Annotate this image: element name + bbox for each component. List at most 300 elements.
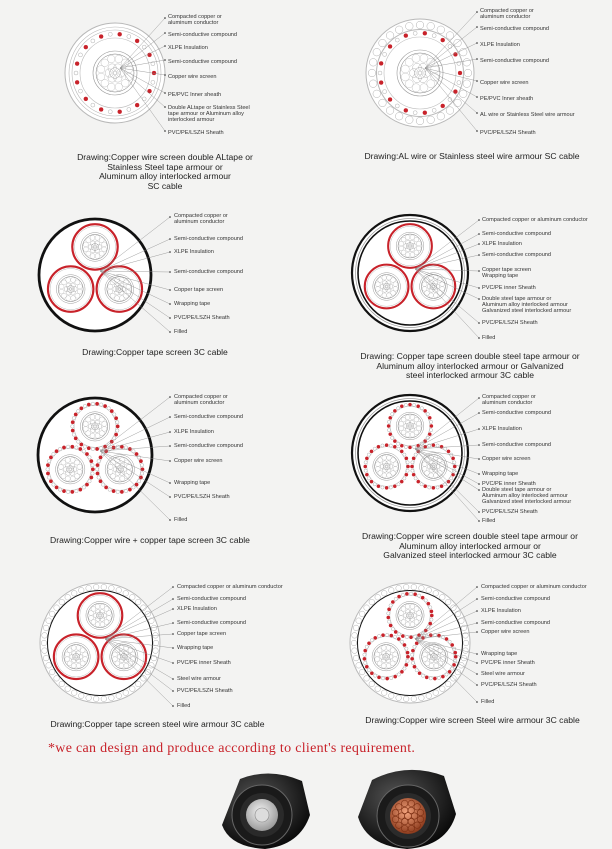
armour-wire [135, 599, 141, 605]
armour-wire [450, 477, 453, 480]
armour-wire [432, 444, 435, 447]
armour-wire [369, 80, 377, 88]
armour-wire [453, 465, 456, 468]
armour-wire [400, 450, 403, 453]
armour-wire [463, 640, 469, 646]
armour-wire [75, 446, 78, 449]
armour-wire [387, 429, 390, 432]
label: Copper wire screen [481, 629, 530, 635]
armour-wire [433, 690, 439, 696]
armour-wire [375, 686, 381, 692]
armour-wire [127, 35, 131, 39]
armour-wire [397, 673, 400, 676]
armour-wire [404, 108, 408, 112]
label: PVC/PE/LSZH Sheath [482, 509, 538, 515]
armour-wire [393, 485, 396, 488]
armour-wire [388, 44, 392, 48]
leader-dot [172, 598, 174, 600]
armour-wire [394, 635, 397, 638]
label: Semi-conductive compound [174, 414, 244, 420]
armour-wire [439, 686, 445, 692]
armour-wire [99, 456, 102, 459]
armour-wire [52, 452, 55, 455]
armour-wire [451, 643, 454, 646]
armour-wire [129, 686, 135, 692]
armour-wire [370, 480, 373, 483]
leader-dot [169, 416, 171, 418]
armour-wire [369, 599, 375, 605]
armour-wire [101, 696, 107, 702]
leader-dot [478, 458, 480, 460]
armour-wire [379, 39, 387, 47]
armour-wire [406, 116, 414, 124]
armour-wire [77, 440, 80, 443]
cable-photo-aluminum [210, 765, 320, 849]
armour-wire [352, 648, 358, 654]
armour-wire [454, 651, 457, 654]
label: PVC/PE/LSZH Sheath [177, 688, 233, 694]
armour-wire [378, 71, 382, 75]
armour-wire [373, 90, 381, 98]
armour-wire [108, 488, 111, 491]
leader-dot [478, 270, 480, 272]
armour-wire [65, 686, 71, 692]
armour-wire [95, 447, 98, 450]
leader-dot [476, 610, 478, 612]
armour-wire [99, 107, 103, 111]
cable-cross-section [20, 210, 290, 340]
leader-dot [164, 45, 166, 47]
armour-wire [365, 473, 368, 476]
label: Compacted copper or aluminum conductor [480, 8, 534, 20]
armour-wire [414, 453, 417, 456]
armour-wire [454, 99, 462, 107]
armour-wire [84, 97, 88, 101]
armour-wire [447, 450, 450, 453]
armour-wire [463, 59, 471, 67]
label: Wrapping tape [174, 301, 211, 307]
armour-wire [88, 456, 91, 459]
armour-wire [419, 585, 425, 591]
armour-wire [135, 39, 139, 43]
armour-wire [71, 421, 74, 424]
label: XLPE Insulation [174, 429, 214, 435]
armour-wire [71, 429, 74, 432]
armour-wire [379, 99, 387, 107]
label: XLPE Insulation [481, 608, 521, 614]
armour-wire [91, 468, 94, 471]
armour-wire [95, 468, 98, 471]
armour-wire [353, 655, 359, 661]
armour-wire [387, 612, 390, 615]
armour-wire [437, 676, 440, 679]
armour-wire [408, 446, 411, 449]
leader-dot [478, 489, 480, 491]
armour-wire [429, 622, 432, 625]
armour-wire [394, 675, 397, 678]
armour-wire [43, 625, 49, 631]
armour-wire [387, 420, 390, 423]
armour-wire [448, 640, 451, 643]
armour-wire [49, 456, 52, 459]
armour-wire [411, 469, 414, 472]
label: XLPE Insulation [482, 426, 522, 432]
label: Semi-conductive compound [174, 443, 244, 449]
armour-wire [84, 45, 88, 49]
armour-wire [411, 649, 414, 652]
leader-dot [169, 431, 171, 433]
armour-wire [403, 696, 409, 702]
armour-wire [406, 655, 409, 658]
armour-wire [393, 440, 396, 443]
armour-wire [417, 405, 420, 408]
label: XLPE Insulation [174, 249, 214, 255]
armour-wire [396, 585, 402, 591]
armour-wire [363, 653, 366, 656]
armour-wire [364, 461, 367, 464]
label: PVC/PE inner Sheath [482, 285, 536, 291]
leader-dot [169, 216, 171, 218]
armour-wire [430, 614, 433, 617]
armour-wire [83, 445, 86, 448]
armour-wire [389, 444, 392, 447]
armour-wire [428, 416, 431, 419]
caption: Drawing:Copper tape screen steel wire armour 3C cable [50, 719, 265, 729]
label: Copper tape screen [174, 287, 224, 293]
armour-wire [142, 45, 146, 49]
armour-wire [71, 490, 74, 493]
armour-wire [387, 620, 390, 623]
armour-wire [395, 26, 403, 34]
armour-wire [95, 402, 98, 405]
label: Wrapping tape [481, 651, 518, 657]
label: Semi-conductive compound [174, 269, 244, 275]
armour-wire [400, 670, 403, 673]
armour-wire [377, 676, 380, 679]
armour-wire [458, 71, 462, 75]
armour-wire [405, 592, 408, 595]
leader-dot [169, 238, 171, 240]
armour-wire [421, 596, 424, 599]
armour-wire [421, 674, 424, 677]
armour-wire [400, 405, 403, 408]
armour-wire [413, 445, 416, 448]
label: Steel wire armour [481, 671, 525, 677]
label: Wrapping tape [174, 480, 211, 486]
label: Copper wire screen [168, 74, 217, 80]
armour-wire [395, 104, 399, 108]
label: Double steel tape armour or Aluminum alloy interlocked armour Galvanized steel interlocked armour [482, 487, 572, 505]
label: Semi-conductive compound [481, 596, 551, 602]
armour-wire [397, 633, 400, 636]
armour-wire [405, 457, 408, 460]
armour-wire [90, 459, 93, 462]
armour-wire [377, 485, 380, 488]
armour-wire [123, 590, 129, 596]
label: Compacted copper or aluminum conductor [174, 394, 228, 406]
label: Filled [174, 517, 188, 523]
armour-wire [420, 483, 423, 486]
armour-wire [97, 459, 100, 462]
armour-wire [389, 416, 392, 419]
armour-wire [74, 413, 77, 416]
armour-wire [427, 626, 430, 629]
leader-dot [169, 396, 171, 398]
armour-wire [432, 108, 436, 112]
armour-wire [437, 634, 440, 637]
caption: Drawing:AL wire or Stainless steel wire armour SC cable [364, 151, 580, 161]
armour-wire [423, 111, 427, 115]
armour-wire [441, 675, 444, 678]
armour-wire [54, 676, 60, 682]
cable-cross-section [35, 578, 300, 708]
label: PVC/PE/LSZH Sheath [174, 494, 230, 500]
armour-wire [356, 663, 362, 669]
leader-dot [476, 622, 478, 624]
armour-wire [430, 424, 433, 427]
armour-wire [85, 483, 88, 486]
armour-wire [96, 463, 99, 466]
armour-wire [124, 489, 127, 492]
armour-wire [389, 486, 392, 489]
armour-wire [66, 445, 69, 448]
armour-wire [381, 690, 387, 696]
leader-dot [164, 32, 166, 34]
armour-wire [135, 103, 139, 107]
armour-wire [114, 416, 117, 419]
label: Compacted copper or aluminum conductor [482, 394, 536, 406]
armour-wire [367, 453, 370, 456]
armour-wire [153, 648, 159, 654]
leader-dot [172, 608, 174, 610]
cable-cross-section [335, 210, 605, 340]
armour-wire [381, 486, 384, 489]
label: XLPE Insulation [177, 606, 217, 612]
armour-wire [116, 587, 122, 593]
armour-wire [107, 407, 110, 410]
armour-wire [385, 486, 388, 489]
armour-wire [408, 403, 411, 406]
armour-wire [393, 409, 396, 412]
armour-wire [412, 457, 415, 460]
leader-dot [476, 684, 478, 686]
armour-wire [441, 104, 445, 108]
caption: Drawing: Copper tape screen double steel tape armour or Aluminum alloy interlocked armour or Galvanized steel interlocked armour 3C cable [360, 351, 580, 381]
armour-wire [397, 442, 400, 445]
armour-wire [430, 610, 433, 613]
armour-wire [90, 476, 93, 479]
armour-wire [440, 485, 443, 488]
armour-wire [406, 469, 409, 472]
armour-wire [364, 649, 367, 652]
armour-wire [445, 599, 451, 605]
armour-wire [141, 676, 147, 682]
leader-dot [169, 317, 171, 319]
armour-wire [400, 480, 403, 483]
armour-wire [74, 437, 77, 440]
armour-wire [386, 107, 394, 115]
armour-wire [453, 461, 456, 464]
armour-wire [62, 446, 65, 449]
armour-wire [411, 696, 417, 702]
armour-wire [391, 436, 394, 439]
armour-wire [59, 599, 65, 605]
armour-wire [109, 585, 115, 591]
leader-dot [478, 322, 480, 324]
leader-dot [478, 520, 480, 522]
armour-wire [124, 446, 127, 449]
armour-wire [129, 594, 135, 600]
armour-wire [103, 404, 106, 407]
caption: Drawing:Copper wire screen double ALtape or Stainless Steel tape armour or Aluminum alloy interlocked armour SC cable [77, 152, 253, 191]
armour-wire [83, 404, 86, 407]
armour-wire [46, 468, 49, 471]
armour-wire [401, 634, 404, 637]
armour-wire [404, 403, 407, 406]
leader-dot [172, 633, 174, 635]
leader-dot [476, 26, 478, 28]
armour-wire [433, 590, 439, 596]
armour-wire [446, 107, 454, 115]
armour-wire [375, 594, 381, 600]
diagram-3c-wire-armour [335, 390, 605, 570]
armour-wire [397, 595, 400, 598]
armour-wire [457, 81, 461, 85]
label: Semi-conductive compound [177, 620, 247, 626]
armour-wire [128, 488, 131, 491]
label: Semi-conductive compound [480, 26, 550, 32]
armour-wire [433, 677, 436, 680]
armour-wire [140, 463, 143, 466]
armour-wire [413, 645, 416, 648]
armour-wire [416, 117, 424, 125]
label: Semi-conductive compound [168, 59, 238, 65]
armour-wire [439, 594, 445, 600]
label: XLPE Insulation [482, 241, 522, 247]
armour-wire [91, 402, 94, 405]
cable-cross-section [40, 8, 290, 158]
label: Semi-conductive compound [482, 231, 552, 237]
armour-wire [387, 424, 390, 427]
label: PE/PVC Inner sheath [168, 92, 222, 98]
armour-wire [429, 606, 432, 609]
armour-wire [405, 635, 408, 638]
armour-wire [99, 35, 103, 39]
armour-wire [444, 447, 447, 450]
armour-wire [445, 681, 451, 687]
leader-dot [476, 701, 478, 703]
leader-dot [169, 445, 171, 447]
armour-wire [135, 452, 138, 455]
leader-dot [476, 631, 478, 633]
cable-cross-section [20, 390, 290, 520]
caption: Drawing:Copper tape screen 3C cable [82, 347, 228, 357]
armour-wire [353, 625, 359, 631]
leader-dot [478, 444, 480, 446]
label: PVC/PE/LSZH Sheath [481, 682, 537, 688]
armour-wire [410, 653, 413, 656]
armour-wire [97, 476, 100, 479]
armour-wire [77, 409, 80, 412]
leader-dot [164, 59, 166, 61]
leader-dot [169, 482, 171, 484]
armour-wire [394, 630, 397, 633]
armour-wire [99, 480, 102, 483]
leader-dot [169, 496, 171, 498]
armour-wire [459, 90, 467, 98]
armour-wire [364, 605, 370, 611]
label: PVC/PE inner Sheath [481, 660, 535, 666]
label: Copper tape screen Wrapping tape [482, 267, 532, 279]
armour-wire [436, 486, 439, 489]
armour-wire [395, 38, 399, 42]
armour-wire [447, 480, 450, 483]
armour-wire [142, 97, 146, 101]
armour-wire [397, 483, 400, 486]
armour-wire [364, 465, 367, 468]
armour-wire [364, 676, 370, 682]
diagram-3c-swa-wire [345, 578, 610, 738]
armour-wire [413, 665, 416, 668]
armour-wire [429, 420, 432, 423]
label: Compacted copper or aluminum conductor [482, 217, 588, 223]
leader-dot [476, 130, 478, 132]
armour-wire [390, 676, 393, 679]
armour-wire [123, 690, 129, 696]
armour-wire [377, 445, 380, 448]
leader-dot [478, 254, 480, 256]
armour-wire [452, 457, 455, 460]
armour-wire [91, 447, 94, 450]
armour-wire [383, 90, 387, 94]
leader-dot [169, 331, 171, 333]
label: Semi-conductive compound [482, 410, 552, 416]
armour-wire [365, 645, 368, 648]
leader-dot [172, 647, 174, 649]
armour-wire [42, 633, 48, 639]
armour-wire [78, 53, 82, 57]
armour-wire [440, 445, 443, 448]
label: PVC/PE inner Sheath [177, 660, 231, 666]
armour-wire [49, 611, 55, 617]
armour-wire [403, 477, 406, 480]
label: Semi-conductive compound [480, 58, 550, 64]
armour-wire [381, 634, 384, 637]
armour-wire [109, 695, 115, 701]
armour-wire [411, 461, 414, 464]
leader-dot [169, 289, 171, 291]
label: Copper wire screen [174, 458, 223, 464]
label: Semi-conductive compound [177, 596, 247, 602]
label: Copper wire screen [480, 80, 529, 86]
armour-wire [429, 677, 432, 680]
diagram-3c-tape [20, 210, 290, 360]
armour-wire [65, 594, 71, 600]
armour-wire [377, 635, 380, 638]
label: Steel wire armour [177, 676, 221, 682]
armour-wire [370, 672, 373, 675]
armour-wire [374, 636, 377, 639]
armour-wire [413, 403, 416, 406]
leader-dot [478, 337, 480, 339]
armour-wire [381, 677, 384, 680]
armour-wire [93, 584, 99, 590]
armour-wire [455, 611, 461, 617]
armour-wire [391, 627, 394, 630]
armour-wire [356, 618, 362, 624]
leader-dot [478, 412, 480, 414]
armour-wire [403, 643, 406, 646]
